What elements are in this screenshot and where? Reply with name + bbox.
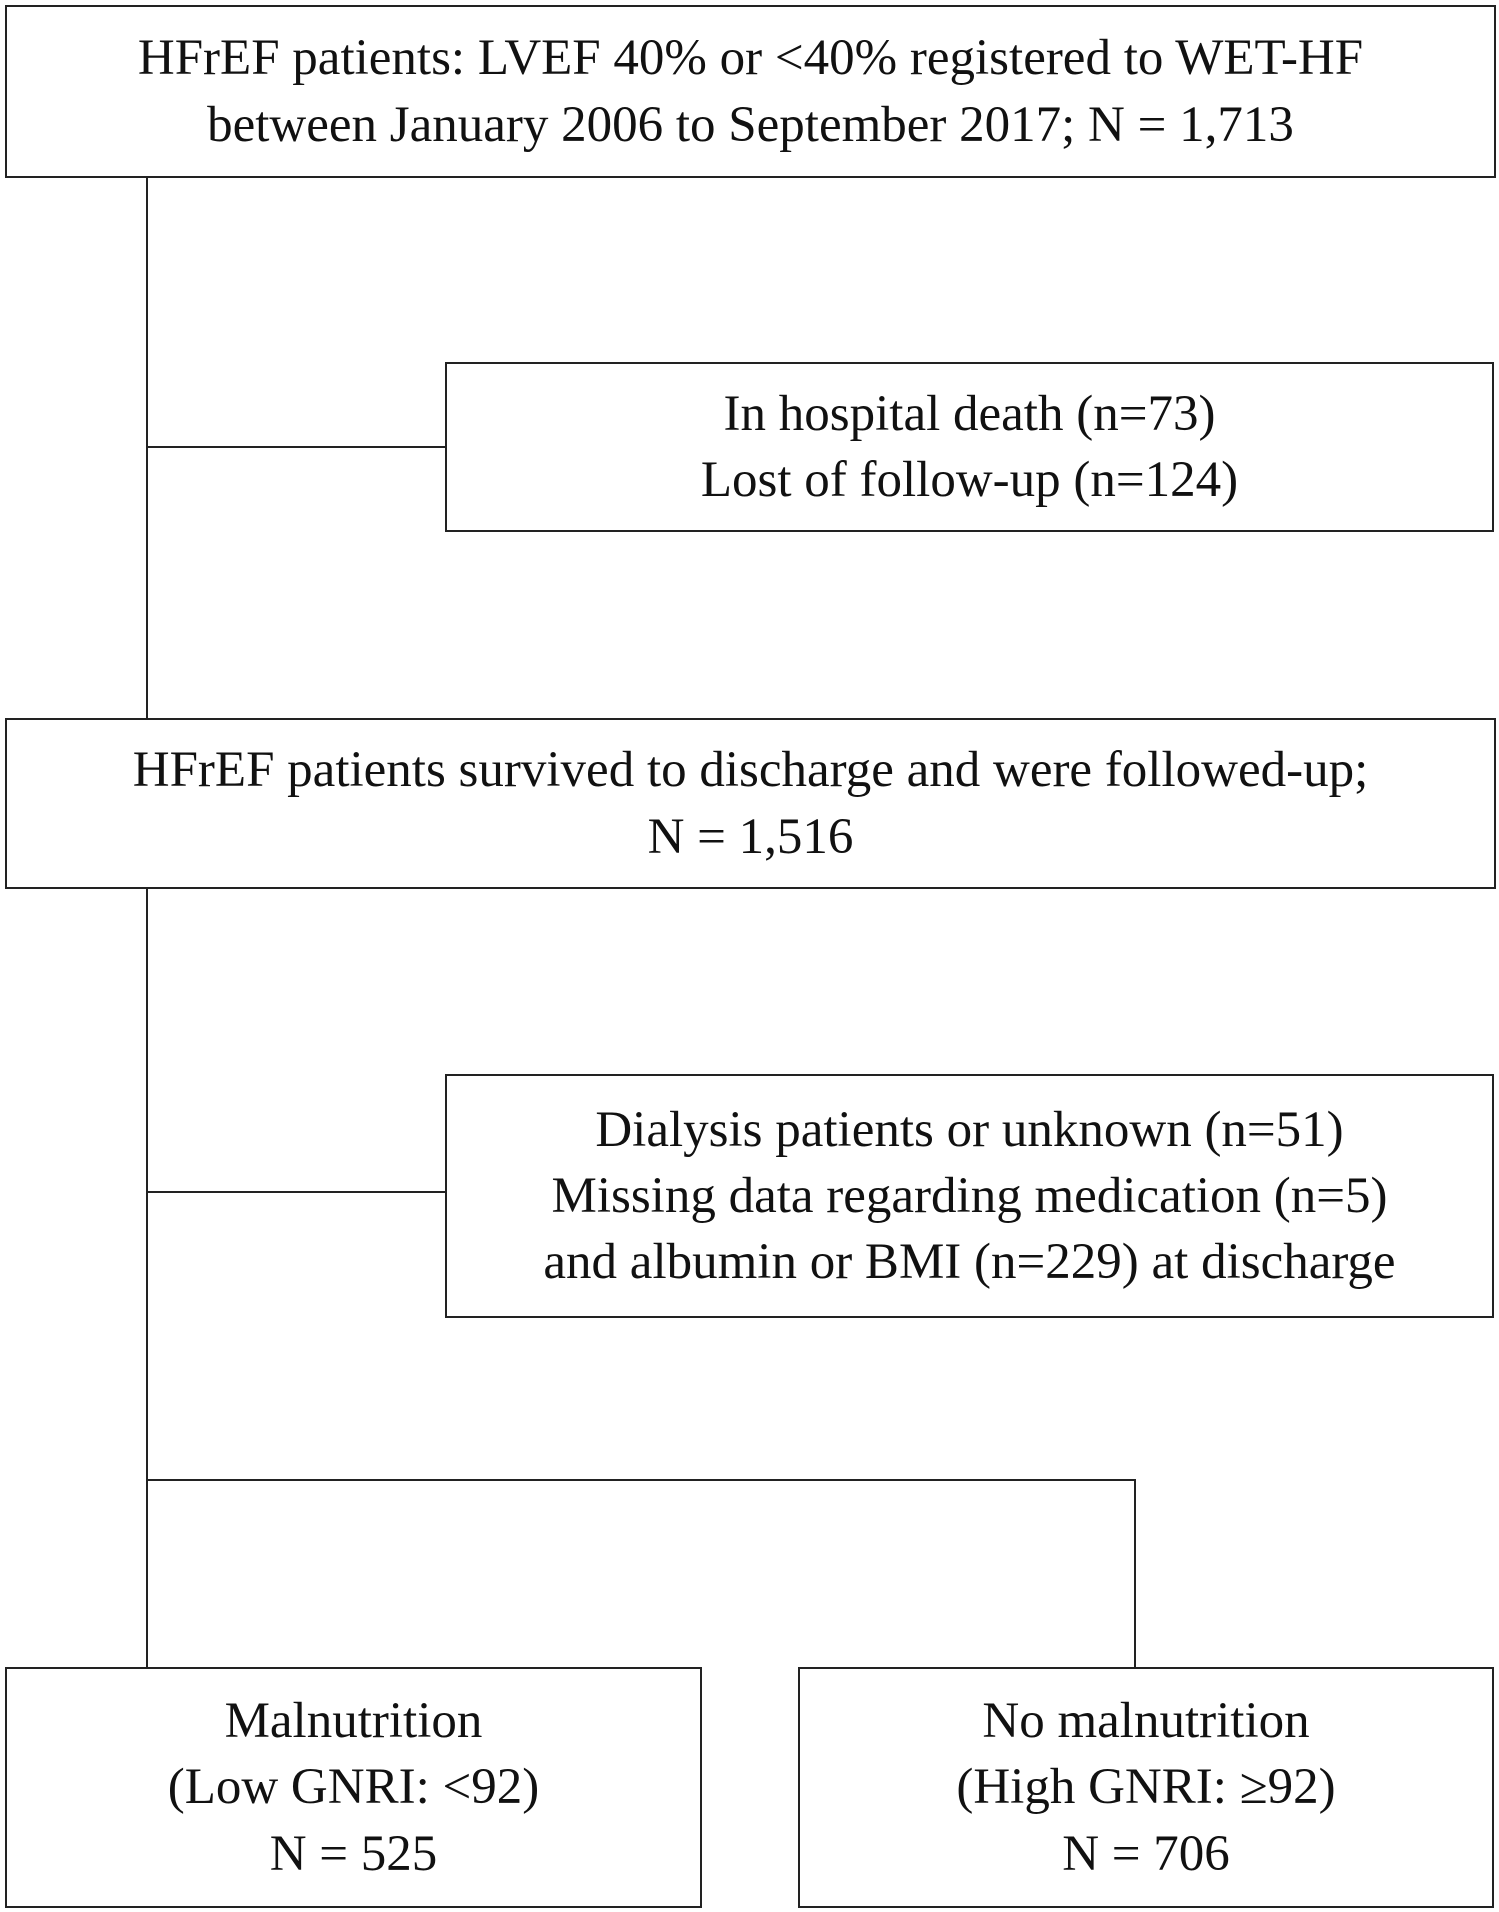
exclusion-box-2	[445, 1074, 1494, 1318]
malnutrition-line3: N = 525	[269, 1825, 438, 1882]
no-malnutrition-box	[798, 1667, 1494, 1908]
start-line1: HFrEF patients: LVEF 40% or <40% registered to WET-HF	[137, 30, 1364, 87]
connector-to-exclusion2	[146, 1191, 446, 1193]
exclusion1-line2: Lost of follow-up (n=124)	[700, 452, 1239, 508]
malnutrition-box	[5, 1667, 702, 1908]
no-malnutrition-line3: N = 706	[1062, 1825, 1230, 1882]
connector-main-2	[146, 888, 148, 1668]
connector-branch	[146, 1479, 1135, 1481]
survived-box	[5, 718, 1496, 889]
start-line2: between January 2006 to September 2017; N = 1,713	[207, 96, 1294, 153]
connector-to-no-malnutrition	[1134, 1479, 1136, 1668]
no-malnutrition-line1: No malnutrition	[982, 1693, 1310, 1750]
exclusion2-line1: Dialysis patients or unknown (n=51)	[595, 1101, 1344, 1158]
connector-main-1	[146, 177, 148, 719]
malnutrition-line2: (Low GNRI: <92)	[167, 1759, 540, 1816]
survived-line2: N = 1,516	[647, 808, 854, 865]
exclusion2-line2: Missing data regarding medication (n=5)	[551, 1167, 1388, 1224]
survived-line1: HFrEF patients survived to discharge and were followed-up;	[132, 742, 1369, 799]
exclusion1-line1: In hospital death (n=73)	[723, 385, 1216, 442]
malnutrition-line1: Malnutrition	[224, 1693, 483, 1750]
start-box	[5, 5, 1496, 178]
connector-to-exclusion1	[146, 446, 446, 448]
exclusion2-line3: and albumin or BMI (n=229) at discharge	[543, 1234, 1396, 1291]
exclusion-box-1	[445, 362, 1494, 532]
no-malnutrition-line2: (High GNRI: ≥92)	[956, 1759, 1336, 1816]
